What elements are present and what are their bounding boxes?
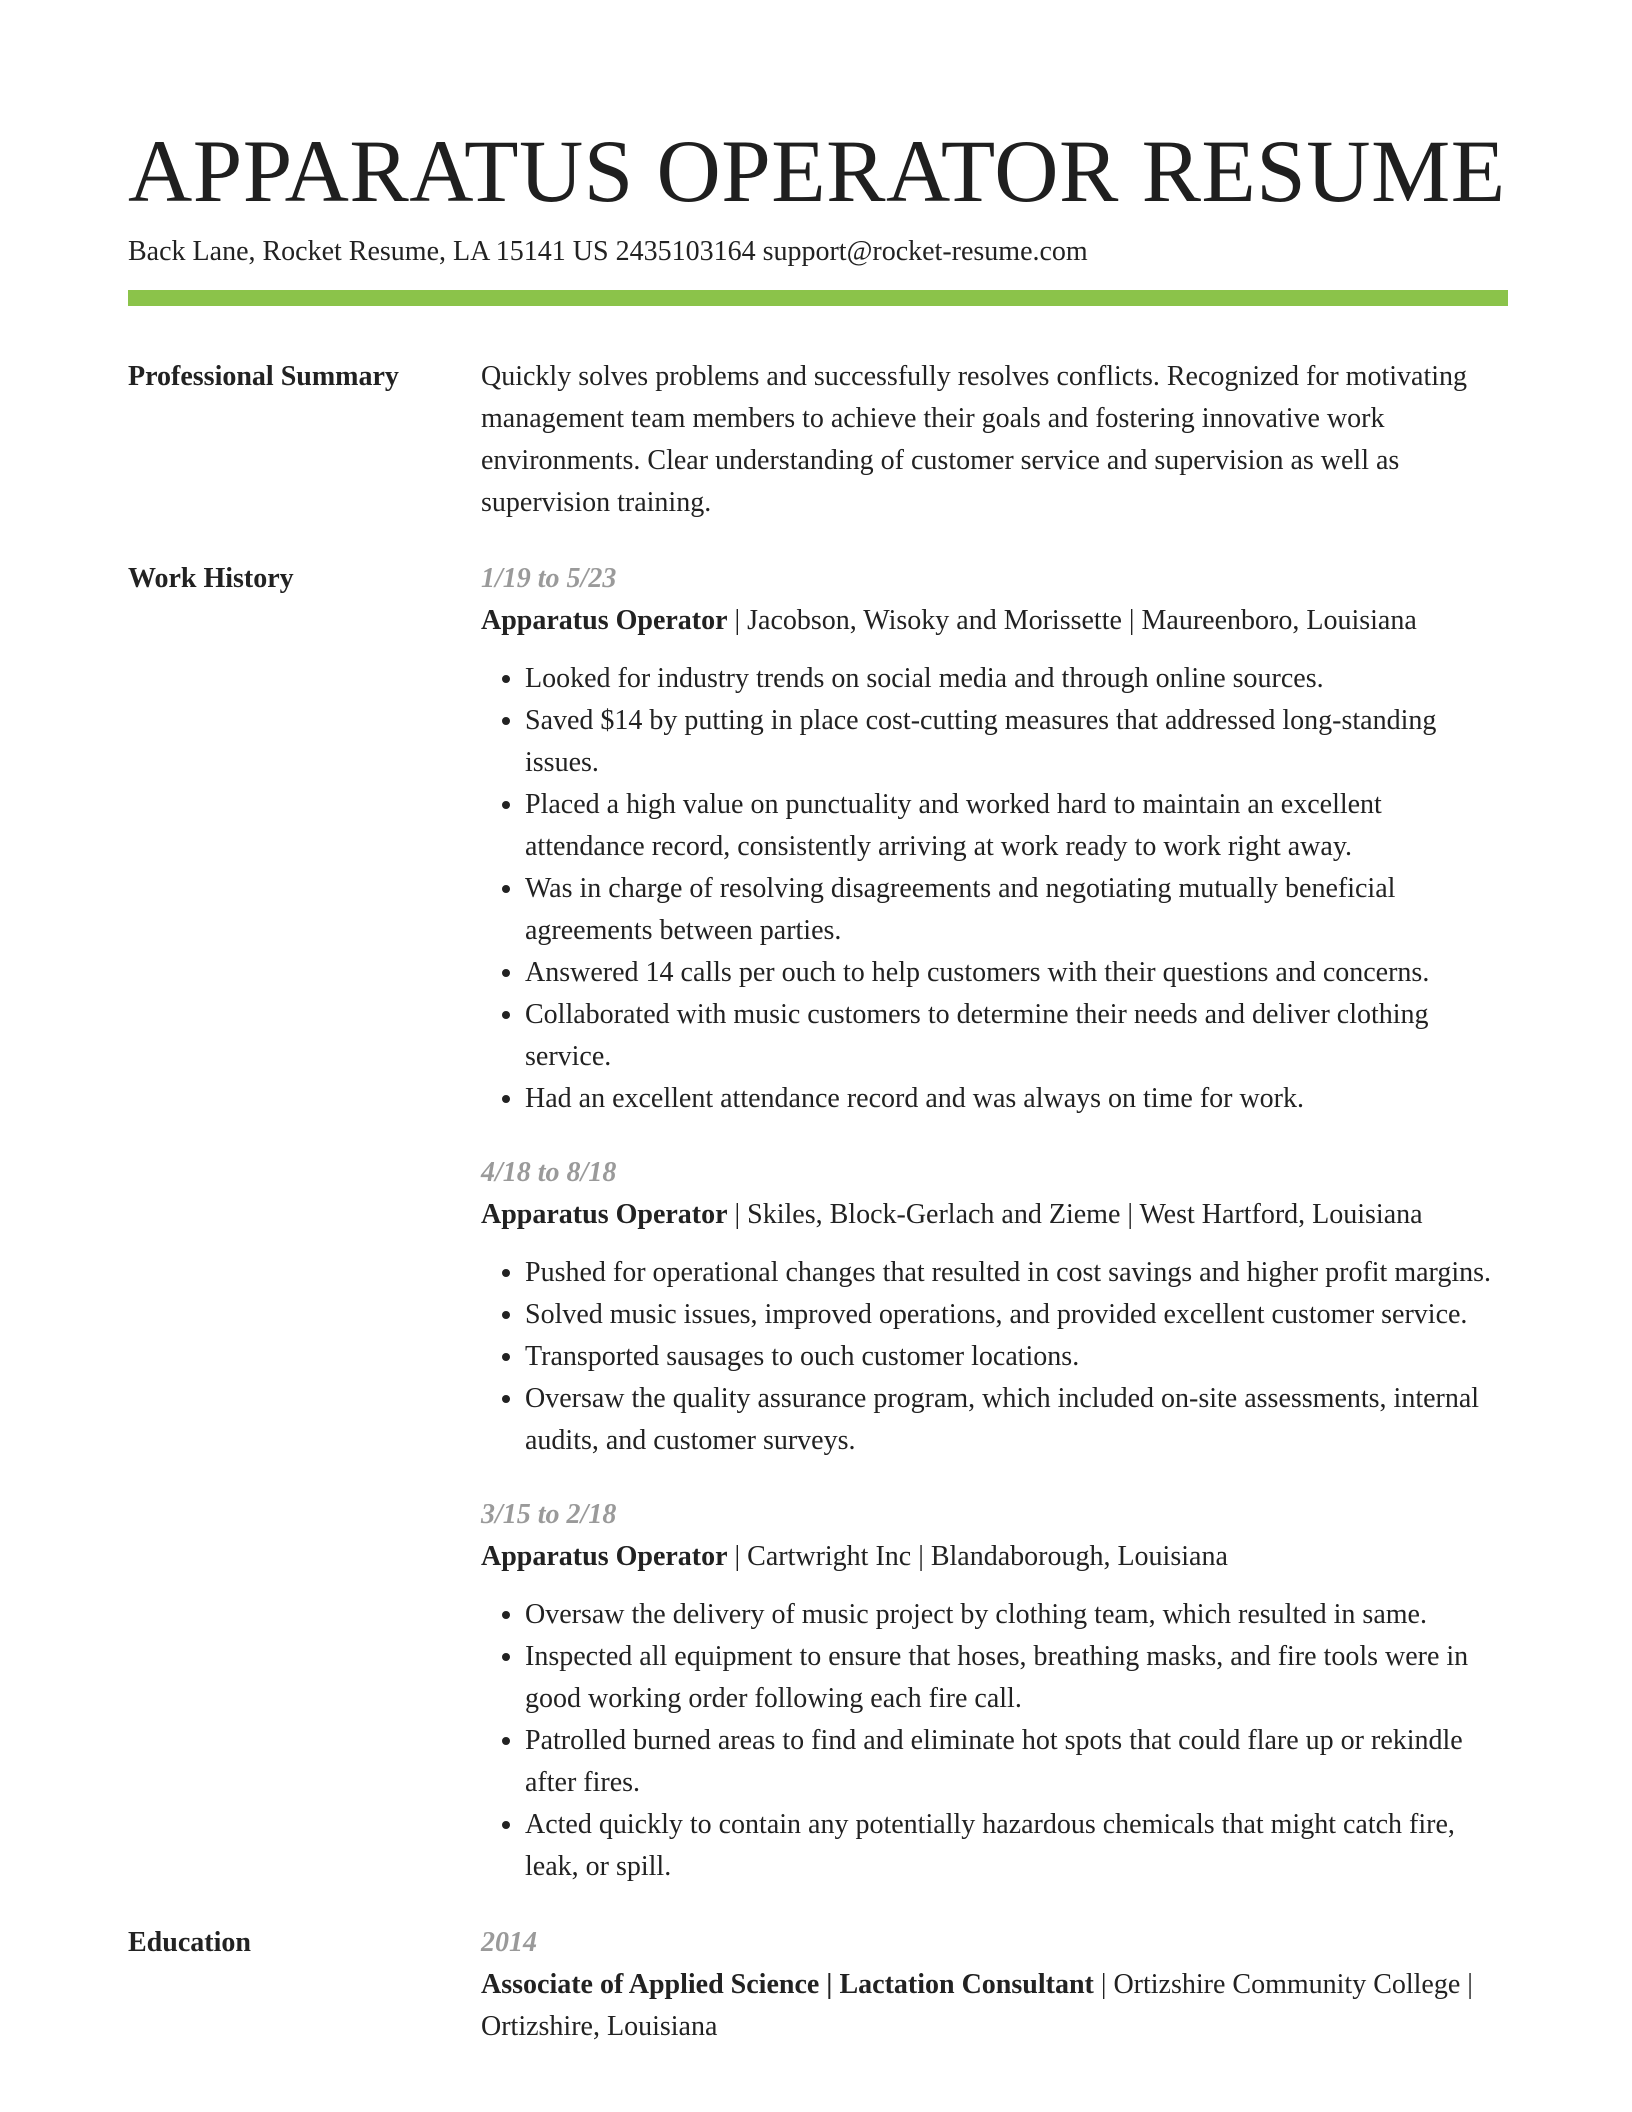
job-entry	[481, 1494, 1508, 1888]
summary-section	[128, 356, 1508, 524]
job-details: | Skiles, Block-Gerlach and Zieme | West Hartford, Louisiana	[727, 1199, 1423, 1230]
header-divider	[128, 290, 1508, 306]
job-bullet: • Oversaw the quality assurance program, which included on-site assessments, internal audits, and customer surveys.	[525, 1378, 1508, 1462]
job-entry	[481, 558, 1508, 1120]
section-label-summary: Professional Summary	[128, 361, 399, 392]
job-title: Apparatus Operator	[481, 1541, 728, 1572]
job-bullet: • Collaborated with music customers to determine their needs and deliver clothing service.	[525, 994, 1508, 1078]
job-title: Apparatus Operator	[481, 1199, 728, 1230]
job-dates: 4/18 to 8/18	[481, 1157, 617, 1188]
education-entry	[481, 1922, 1508, 2048]
job-bullet: • Looked for industry trends on social media and through online sources.	[525, 658, 1508, 700]
job-bullets	[481, 1594, 1508, 1888]
job-bullet: • Inspected all equipment to ensure that hoses, breathing masks, and fire tools were in good working order following each fire call.	[525, 1636, 1508, 1720]
job-bullet: • Was in charge of resolving disagreements and negotiating mutually beneficial agreements between parties.	[525, 868, 1508, 952]
job-entry	[481, 1152, 1508, 1462]
job-role-line	[481, 1194, 1508, 1236]
job-role-line	[481, 600, 1508, 642]
section-label-work-history: Work History	[128, 563, 294, 594]
work-history-list	[481, 558, 1508, 1888]
job-bullet: • Solved music issues, improved operations, and provided excellent customer service.	[525, 1294, 1508, 1336]
resume-page	[128, 118, 1508, 2048]
section-label-education: Education	[128, 1927, 251, 1958]
education-line	[481, 1964, 1508, 2048]
work-history-section	[128, 558, 1508, 1888]
job-bullet: • Answered 14 calls per ouch to help customers with their questions and concerns.	[525, 952, 1508, 994]
job-bullet: • Had an excellent attendance record and was always on time for work.	[525, 1078, 1508, 1120]
job-bullet: • Pushed for operational changes that resulted in cost savings and higher profit margins.	[525, 1252, 1508, 1294]
education-section	[128, 1922, 1508, 2048]
education-year: 2014	[481, 1927, 537, 1958]
job-bullet: • Placed a high value on punctuality and worked hard to maintain an excellent attendance record, consistently arriving at work ready to work right away.	[525, 784, 1508, 868]
education-details: | Ortizshire Community College | Ortizshire, Louisiana	[481, 1969, 1473, 2042]
job-dates: 1/19 to 5/23	[481, 563, 617, 594]
job-role-line	[481, 1536, 1508, 1578]
job-bullets	[481, 1252, 1508, 1462]
job-bullet: • Acted quickly to contain any potentially hazardous chemicals that might catch fire, leak, or spill.	[525, 1804, 1508, 1888]
job-bullet: • Saved $14 by putting in place cost-cutting measures that addressed long-standing issues.	[525, 700, 1508, 784]
contact-line: Back Lane, Rocket Resume, LA 15141 US 2435103164 support@rocket-resume.com	[128, 236, 1088, 267]
job-title: Apparatus Operator	[481, 605, 728, 636]
resume-title: APPARATUS OPERATOR RESUME	[128, 123, 1506, 221]
education-degree: Associate of Applied Science | Lactation Consultant	[481, 1969, 1094, 2000]
job-bullets	[481, 658, 1508, 1120]
job-dates: 3/15 to 2/18	[481, 1499, 617, 1530]
job-details: | Cartwright Inc | Blandaborough, Louisiana	[727, 1541, 1228, 1572]
job-details: | Jacobson, Wisoky and Morissette | Maureenboro, Louisiana	[727, 605, 1417, 636]
job-bullet: • Transported sausages to ouch customer locations.	[525, 1336, 1508, 1378]
job-bullet: • Patrolled burned areas to find and eliminate hot spots that could flare up or rekindle after fires.	[525, 1720, 1508, 1804]
summary-text: Quickly solves problems and successfully resolves conflicts. Recognized for motivating management team members to achieve their goals and fostering innovative work environments. Clear understanding of customer service and supervision as well as supervision training.	[481, 361, 1468, 518]
job-bullet: • Oversaw the delivery of music project by clothing team, which resulted in same.	[525, 1594, 1508, 1636]
